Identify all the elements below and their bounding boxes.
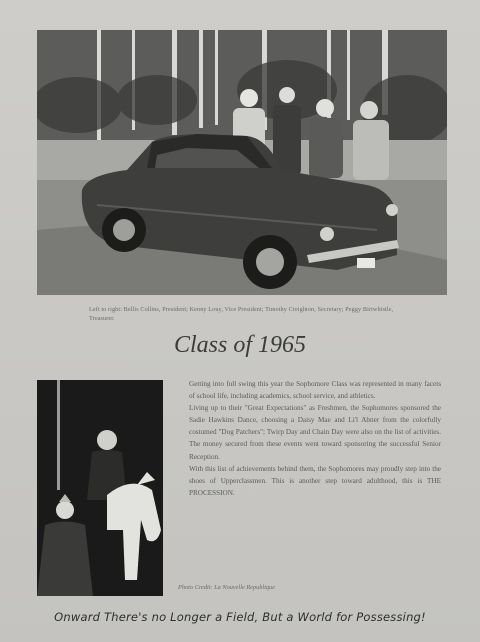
article-paragraph: Living up to their "Great Expectations" as Freshmen, the Sophomores sponsored the Sadie Hawkins Dance, choosing a Daisy Mae and Li'l Abner from the colorfully costumed "Dog Patchers"; Twirp Day and Chain Day were also on the list of activities. The money secured from these events went toward sponsoring the successful Senior Reception. — [189, 404, 441, 461]
motto: Onward There's no Longer a Field, But a World for Possessing! — [54, 610, 426, 624]
article-body — [189, 378, 441, 499]
class-officers-photo — [37, 30, 447, 295]
page-title: Class of 1965 — [173, 332, 307, 358]
photo-caption: Left to right: Bellis Collins, President; Kenny Louy, Vice President; Timothy Creighton, Secretary; Peggy Birtwhistle, Treasurer. — [89, 306, 394, 322]
photo-credit: Photo Credit: La Nouvelle Republique — [178, 584, 276, 591]
procession-photo — [37, 380, 163, 596]
article-paragraph: Getting into full swing this year the Sophomore Class was represented in many facets of school life, including academics, school service, and athletics. — [189, 380, 441, 401]
article-paragraph: With this list of achievements behind them, the Sophomores may proudly step into the shoes of Upperclassmen. This is another step toward adulthood, this is THE PROCESSION. — [189, 464, 441, 497]
